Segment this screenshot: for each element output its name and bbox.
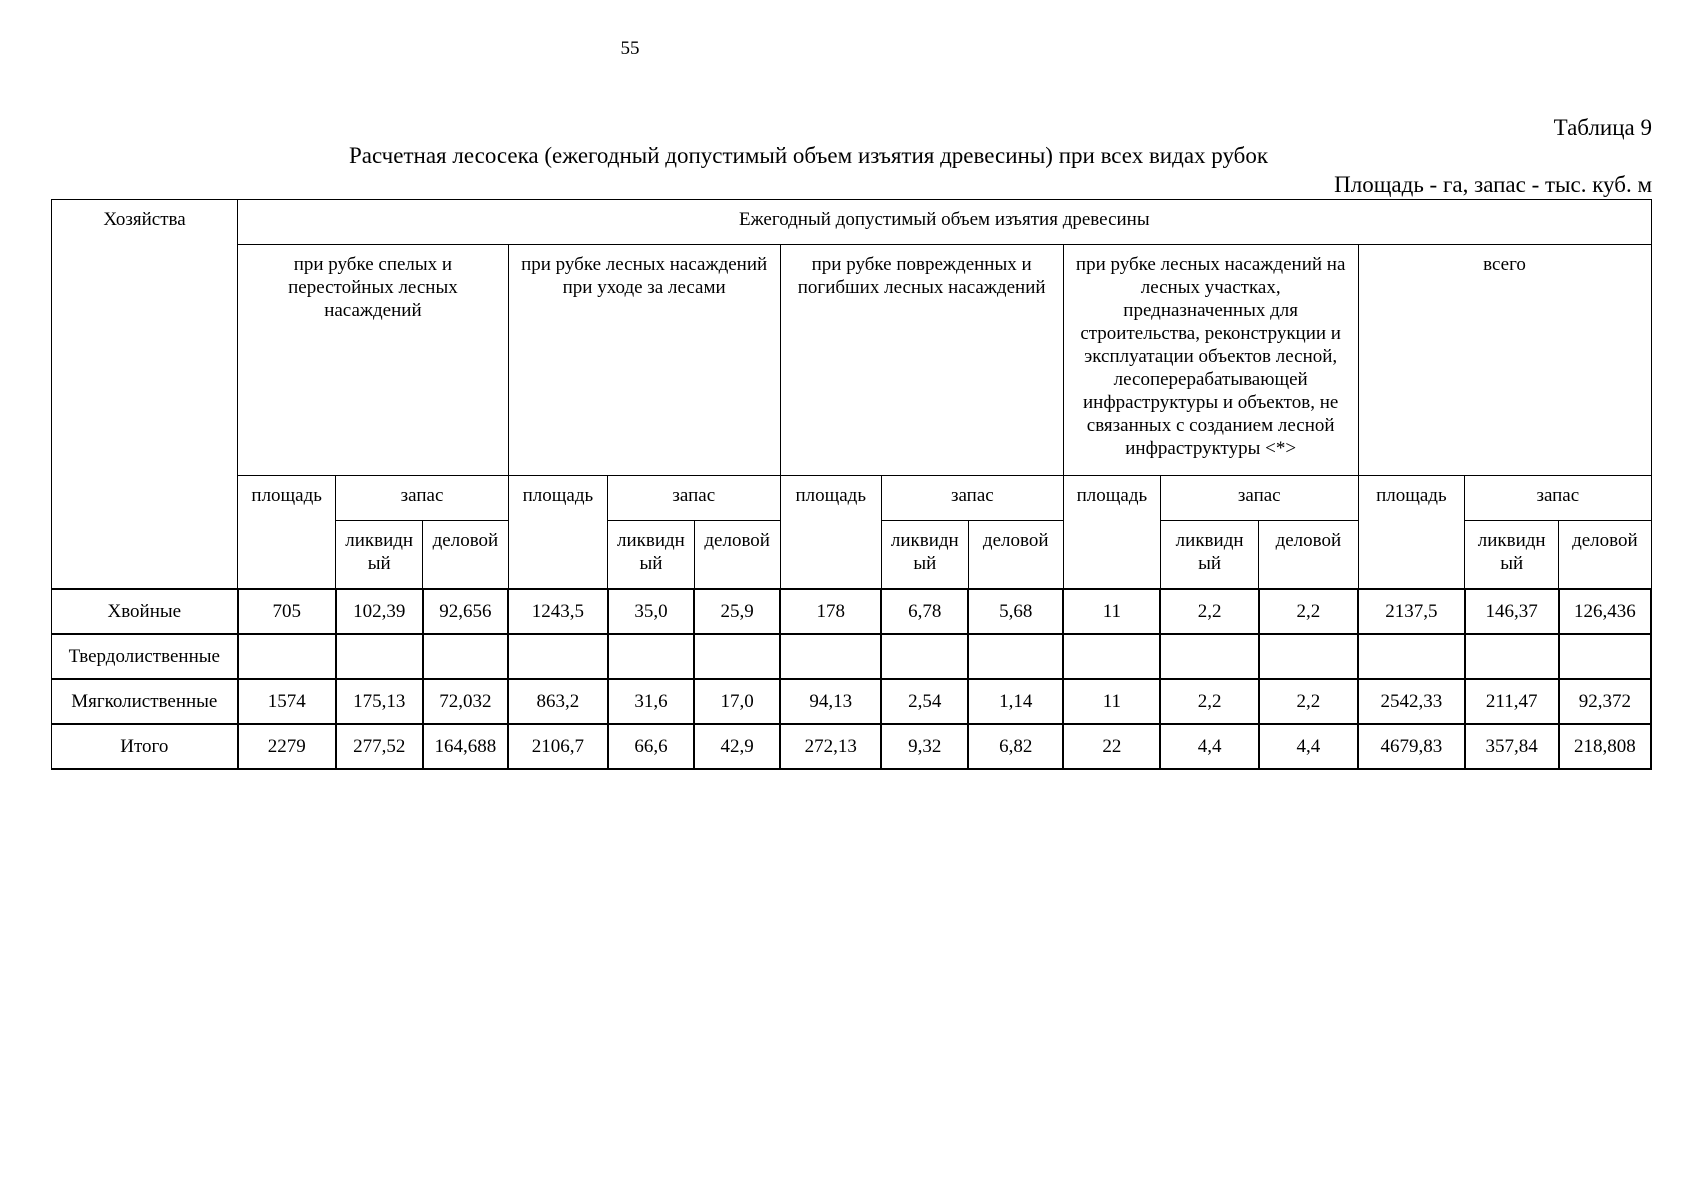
table-cell: 2,2	[1259, 679, 1358, 724]
table-cell	[968, 634, 1063, 679]
table-cell	[336, 634, 423, 679]
table-cell: 4,4	[1160, 724, 1258, 769]
table-cell: 11	[1063, 679, 1160, 724]
table-cell: 705	[238, 589, 336, 634]
table-cell: 102,39	[336, 589, 423, 634]
table-cell: 66,6	[608, 724, 695, 769]
header-group-care: при рубке лесных насаждений при уходе за лесами	[508, 245, 780, 476]
table-cell	[1465, 634, 1559, 679]
header-area: площадь	[1063, 476, 1160, 589]
header-liquid: ликвидн ый	[608, 521, 695, 589]
table-cell	[608, 634, 695, 679]
table-cell: 92,656	[423, 589, 509, 634]
table-cell: 6,78	[881, 589, 968, 634]
units-note: Площадь - га, запас - тыс. куб. м	[1334, 172, 1652, 197]
table-cell	[1358, 634, 1465, 679]
header-group-total: всего	[1358, 245, 1651, 476]
table-row	[52, 724, 1652, 769]
table-cell: 2137,5	[1358, 589, 1465, 634]
table-cell	[1160, 634, 1258, 679]
table-cell: 2,2	[1259, 589, 1358, 634]
table-cell: 11	[1063, 589, 1160, 634]
table-cell: 1,14	[968, 679, 1063, 724]
page-number: 55	[620, 38, 640, 59]
table-cell: 126,436	[1559, 589, 1651, 634]
table-cell: 35,0	[608, 589, 695, 634]
table-cell: 17,0	[694, 679, 780, 724]
table-cell	[1259, 634, 1358, 679]
header-stock: запас	[1465, 476, 1651, 521]
table-cell	[423, 634, 509, 679]
row-label: Итого	[52, 724, 238, 769]
header-annual-volume: Ежегодный допустимый объем изъятия древесины	[238, 200, 1651, 245]
header-stock: запас	[881, 476, 1063, 521]
table-cell: 9,32	[881, 724, 968, 769]
table-cell: 31,6	[608, 679, 695, 724]
table-cell	[694, 634, 780, 679]
table-cell: 863,2	[508, 679, 607, 724]
table-cell: 1574	[238, 679, 336, 724]
table-cell: 211,47	[1465, 679, 1559, 724]
header-business: деловой	[1559, 521, 1651, 589]
table-cell: 272,13	[780, 724, 881, 769]
table-cell: 4,4	[1259, 724, 1358, 769]
table-row	[52, 589, 1652, 634]
table-cell: 164,688	[423, 724, 509, 769]
table-cell: 2542,33	[1358, 679, 1465, 724]
header-business: деловой	[423, 521, 509, 589]
table-cell	[508, 634, 607, 679]
row-label: Твердолиственные	[52, 634, 238, 679]
table-cell: 175,13	[336, 679, 423, 724]
table-cell: 178	[780, 589, 881, 634]
header-business: деловой	[694, 521, 780, 589]
table-cell: 6,82	[968, 724, 1063, 769]
table-cell: 2279	[238, 724, 336, 769]
table-row	[52, 634, 1652, 679]
header-stock: запас	[336, 476, 508, 521]
table-cell: 5,68	[968, 589, 1063, 634]
header-area: площадь	[1358, 476, 1465, 589]
header-area: площадь	[508, 476, 607, 589]
header-business: деловой	[1259, 521, 1358, 589]
table-row	[52, 679, 1652, 724]
header-liquid: ликвидн ый	[336, 521, 423, 589]
header-group-construction: при рубке лесных насаждений на лесных участках, предназначенных для строительства, реконструкции и эксплуатации объектов лесной, лесоперерабатывающей инфраструктуры и объектов, не связанных с созданием лесной инфраструктуры <*>	[1063, 245, 1358, 476]
table-cell: 4679,83	[1358, 724, 1465, 769]
table-cell: 146,37	[1465, 589, 1559, 634]
table-cell: 1243,5	[508, 589, 607, 634]
table-cell: 92,372	[1559, 679, 1651, 724]
header-business: деловой	[968, 521, 1063, 589]
table-cell: 277,52	[336, 724, 423, 769]
header-liquid: ликвидн ый	[1465, 521, 1559, 589]
allowable-cut-table	[51, 199, 1652, 770]
table-title: Расчетная лесосека (ежегодный допустимый объем изъятия древесины) при всех видах рубок	[348, 143, 1269, 168]
header-group-mature: при рубке спелых и перестойных лесных насаждений	[238, 245, 509, 476]
table-cell: 2,54	[881, 679, 968, 724]
table-cell	[238, 634, 336, 679]
table-cell: 2,2	[1160, 679, 1258, 724]
table-cell: 2106,7	[508, 724, 607, 769]
table-cell: 2,2	[1160, 589, 1258, 634]
row-label: Хвойные	[52, 589, 238, 634]
table-cell	[881, 634, 968, 679]
table-cell: 357,84	[1465, 724, 1559, 769]
table-cell: 25,9	[694, 589, 780, 634]
header-group-damaged: при рубке поврежденных и погибших лесных насаждений	[780, 245, 1063, 476]
table-cell	[1559, 634, 1651, 679]
table-cell	[1063, 634, 1160, 679]
table-cell: 22	[1063, 724, 1160, 769]
header-stock: запас	[1160, 476, 1358, 521]
header-liquid: ликвидн ый	[1160, 521, 1258, 589]
table-cell	[780, 634, 881, 679]
header-stock: запас	[608, 476, 780, 521]
header-area: площадь	[780, 476, 881, 589]
header-area: площадь	[238, 476, 336, 589]
table-cell: 42,9	[694, 724, 780, 769]
table-cell: 72,032	[423, 679, 509, 724]
header-farms: Хозяйства	[52, 200, 238, 589]
table-cell: 94,13	[780, 679, 881, 724]
row-label: Мягколиственные	[52, 679, 238, 724]
table-label: Таблица 9	[1553, 115, 1652, 140]
table-cell: 218,808	[1559, 724, 1651, 769]
header-liquid: ликвидн ый	[881, 521, 968, 589]
